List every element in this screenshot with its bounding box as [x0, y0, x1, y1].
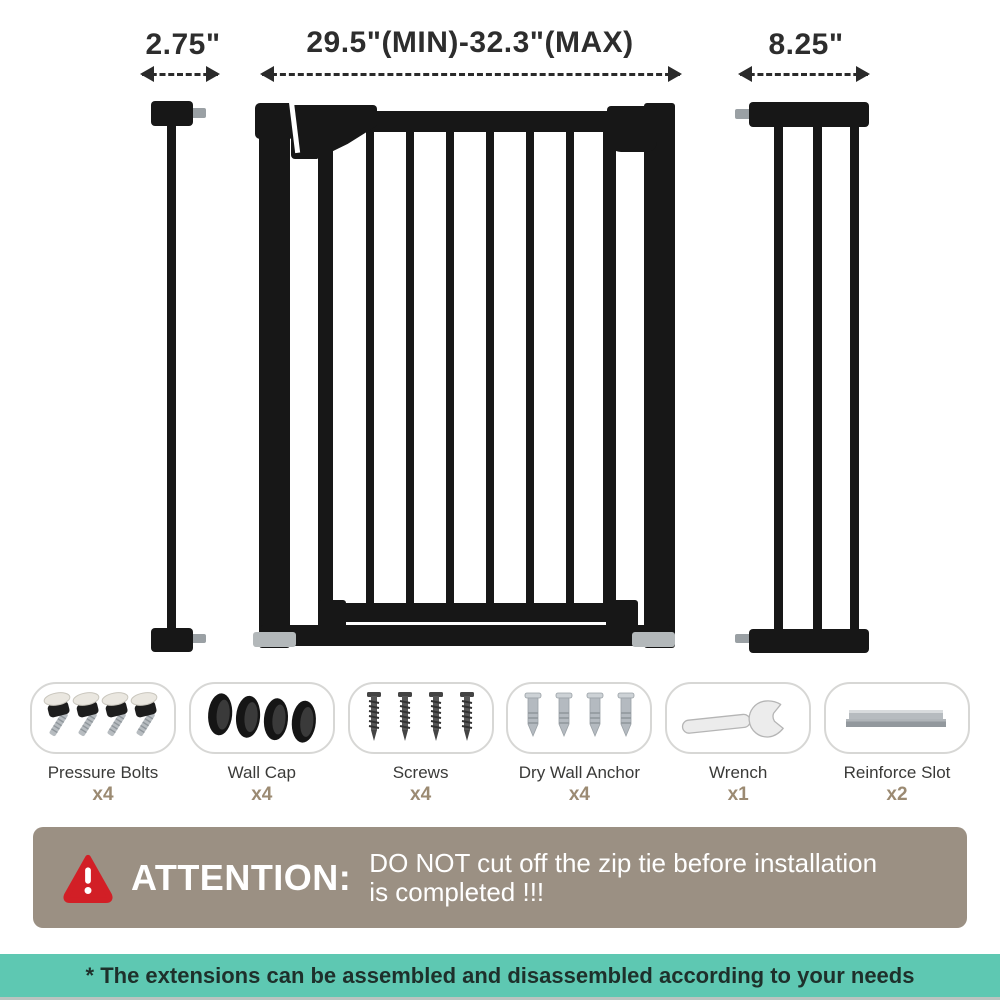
- footnote-text: * The extensions can be assembled and disassembled according to your needs: [85, 962, 915, 988]
- accessories-row: [30, 682, 970, 806]
- accessory-box: [824, 682, 970, 754]
- reinforce-slot-icon: [833, 689, 961, 747]
- dimension-right-arrow-icon: [740, 73, 868, 76]
- accessory-label: Dry Wall Anchor: [518, 763, 640, 782]
- accessory-label: Wall Cap: [227, 763, 296, 782]
- accessory-count: x4: [568, 784, 590, 805]
- door-bar: [406, 132, 414, 610]
- door-bar: [566, 132, 574, 610]
- accessory-item: [348, 682, 494, 806]
- accessory-box: [665, 682, 811, 754]
- gate-left-post-cap: [255, 103, 294, 139]
- accessory-item: [30, 682, 176, 806]
- left-extension-bottom-cap: [151, 628, 193, 652]
- wrench-icon: [674, 689, 802, 747]
- attention-line1: DO NOT cut off the zip tie before installation: [369, 847, 878, 878]
- dimension-middle-arrow-icon: [262, 73, 680, 76]
- accessory-box: [348, 682, 494, 754]
- accessory-count: x2: [886, 784, 908, 805]
- pressure-bolts-icon: [39, 689, 167, 747]
- accessory-count: x4: [410, 784, 432, 805]
- accessory-count: x4: [92, 784, 114, 805]
- accessory-item: [506, 682, 652, 806]
- accessory-count: x4: [251, 784, 273, 805]
- door-frame-right-bar: [603, 132, 616, 610]
- gate-top-rail: [330, 111, 652, 132]
- drywall-anchor-icon: [515, 689, 643, 747]
- accessory-box: [189, 682, 335, 754]
- accessory-label: Pressure Bolts: [47, 763, 159, 782]
- warning-triangle-icon: [63, 852, 113, 904]
- right-extension-bottom-bar: [749, 629, 869, 653]
- accessory-item: [665, 682, 811, 806]
- screws-icon: [357, 689, 485, 747]
- gate-left-foot: [253, 632, 296, 647]
- door-bar: [486, 132, 494, 610]
- accessory-box: [506, 682, 652, 754]
- gate-left-post: [259, 103, 290, 648]
- left-extension-top-bolt: [191, 108, 206, 118]
- gate-right-post: [644, 103, 675, 648]
- accessory-count: x1: [727, 784, 749, 805]
- dimension-left-arrow-icon: [142, 73, 218, 76]
- door-bar: [526, 132, 534, 610]
- accessory-label: Screws: [392, 763, 449, 782]
- wall-cap-icon: [198, 689, 326, 747]
- right-extension-bar: [850, 126, 859, 631]
- door-bottom-rail: [318, 603, 616, 622]
- door-step-right: [606, 600, 638, 628]
- dimension-left-label: 2.75": [145, 28, 221, 61]
- accessory-label: Reinforce Slot: [843, 763, 951, 782]
- door-frame-left-bar: [318, 130, 333, 610]
- accessory-item: [824, 682, 970, 806]
- door-step-left: [318, 600, 346, 628]
- gate-right-foot: [632, 632, 675, 647]
- left-extension-bar: [167, 125, 176, 630]
- footnote-bar: [0, 954, 1000, 997]
- gate-latch-handle: [291, 105, 377, 159]
- right-extension-top-bar: [749, 102, 869, 127]
- left-extension-bottom-bolt: [191, 634, 206, 643]
- accessory-box: [30, 682, 176, 754]
- right-extension-bar: [813, 126, 822, 631]
- door-bar: [446, 132, 454, 610]
- accessory-item: [189, 682, 335, 806]
- dimension-middle-label: 29.5"(MIN)-32.3"(MAX): [306, 26, 634, 59]
- attention-label: ATTENTION:: [131, 856, 352, 898]
- left-extension-top-cap: [151, 101, 193, 126]
- attention-banner: [33, 827, 967, 928]
- attention-line2: is completed !!!: [369, 876, 545, 907]
- gate-threshold-rail: [261, 625, 671, 646]
- right-extension-bar: [774, 126, 783, 631]
- dimension-right-label: 8.25": [768, 28, 844, 61]
- attention-text: [369, 849, 877, 907]
- accessory-label: Wrench: [709, 763, 768, 782]
- door-bar: [366, 132, 374, 610]
